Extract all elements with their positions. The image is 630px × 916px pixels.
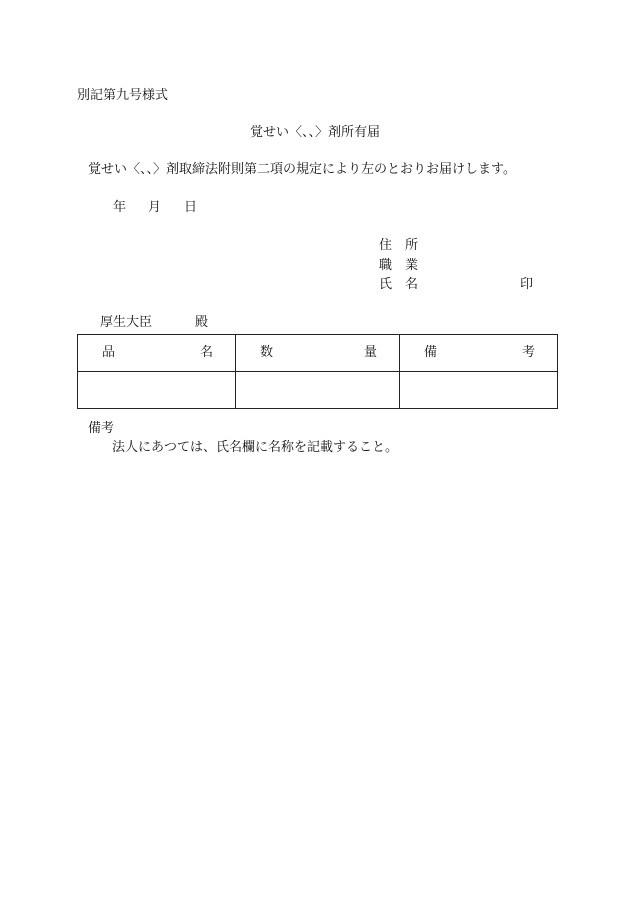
remarks-title: 備考 — [88, 421, 115, 436]
header-item-name — [78, 335, 236, 372]
occupation-label: 職 業 — [379, 258, 419, 273]
cell-quantity[interactable] — [236, 372, 400, 409]
header-remarks-left: 備 — [424, 345, 438, 360]
header-quantity-right: 量 — [363, 345, 377, 360]
declaration-text: 覚せい〈、、〉剤取締法附則第二項の規定により左のとおりお届けします。 — [88, 162, 516, 177]
table-row — [78, 372, 558, 409]
addressee-minister: 厚生大臣 — [100, 315, 153, 330]
remarks-note: 法人にあつては、氏名欄に名称を記載すること。 — [112, 440, 399, 455]
cell-remarks[interactable] — [400, 372, 558, 409]
cell-item-name[interactable] — [78, 372, 236, 409]
name-label: 氏 名 — [379, 277, 419, 292]
header-quantity — [236, 335, 400, 372]
date-day: 日 — [184, 200, 198, 215]
addressee-honorific: 殿 — [195, 315, 209, 330]
header-remarks-right: 考 — [521, 345, 535, 360]
items-table — [77, 334, 558, 409]
header-remarks — [400, 335, 558, 372]
header-item-name-left: 品 — [102, 345, 116, 360]
seal-mark: 印 — [520, 277, 534, 292]
table-header-row — [78, 335, 558, 372]
header-quantity-left: 数 — [260, 345, 274, 360]
date-month: 月 — [148, 200, 162, 215]
page-title: 覚せい〈、、〉剤所有届 — [249, 125, 380, 140]
address-label: 住 所 — [379, 238, 419, 253]
header-item-name-right: 名 — [199, 345, 213, 360]
date-year: 年 — [113, 200, 127, 215]
form-id: 別記第九号様式 — [77, 88, 169, 103]
